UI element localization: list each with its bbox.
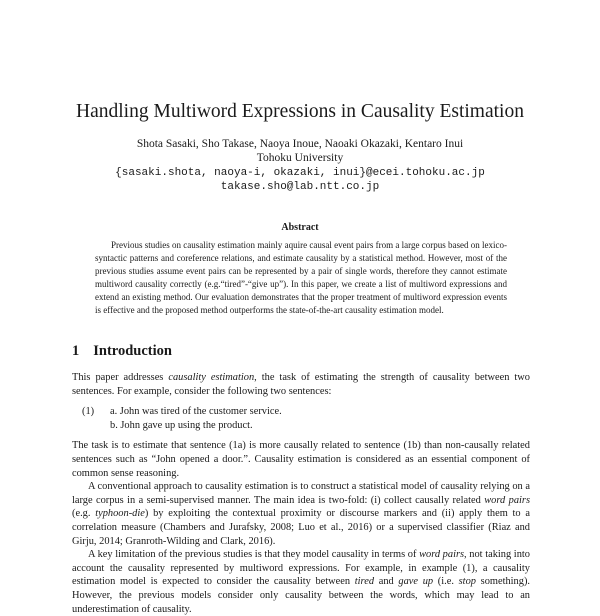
emphasis-term: gave up bbox=[398, 576, 434, 588]
intro-paragraph-1: This paper addresses causality estimation, the task of estimating the strength of causality between two sentences. For example, consider the following two sentences: bbox=[72, 372, 530, 397]
affiliation: Tohoku University bbox=[256, 152, 344, 164]
section-body bbox=[72, 371, 530, 616]
email-secondary: takase.sho@lab.ntt.co.jp bbox=[220, 181, 380, 193]
example-label: (1) bbox=[82, 406, 95, 418]
paper-title: Handling Multiword Expressions in Causality Estimation bbox=[76, 101, 524, 122]
example-sentence-b: b. John gave up using the product. bbox=[110, 419, 253, 431]
example-block bbox=[82, 405, 530, 432]
emphasis-term: stop bbox=[458, 576, 476, 588]
section-title: Introduction bbox=[93, 343, 172, 359]
emphasis-term: causality estimation bbox=[168, 372, 255, 383]
emphasis-term: typhoon-die bbox=[95, 508, 145, 520]
section-heading bbox=[72, 343, 172, 360]
section-number: 1 bbox=[72, 343, 80, 359]
example-sentence-a: a. John was tired of the customer service. bbox=[110, 406, 282, 418]
emphasis-term: word pairs bbox=[419, 549, 465, 561]
emphasis-term: word pairs bbox=[484, 494, 530, 506]
emphasis-term: tired bbox=[354, 576, 375, 588]
abstract-text: Previous studies on causality estimation mainly aquire causal event pairs from a large corpus based on lexico-syntactic patterns and coreference relations, and estimate causality by a statistical method. However, most of the previous studies assume event pairs can be represented by a pair of single words, therefore they cannot estimate multiword causality correctly (e.g.“tired”-“give up”). In this paper, we create a list of multiword expressions and extend an existing method. Our evaluation demonstrates that the proper treatment of multiword expression events is effective and the proposed method outperforms the state-of-the-art causality estimation model. bbox=[95, 240, 507, 315]
intro-paragraph-2: The task is to estimate that sentence (1a) is more causally related to sentence (1b) than non-causally related sentences such as “John opened a door.”. Causality estimation is considered as an essential component of common sense reasoning. bbox=[72, 440, 530, 479]
intro-paragraph-4: A key limitation of the previous studies is that they model causality in terms of word pairs, not taking into account the causality represented by multiword expressions. For example, in example (1), a causality estimation model is expected to consider the causality between tired and gave up (i.e. stop something). However, the previous models consider only causality between the words, which may lead to an underestimation of causality. bbox=[72, 549, 531, 615]
abstract-heading: Abstract bbox=[281, 222, 319, 233]
email-primary: {sasaki.shota, naoya-i, okazaki, inui}@ecei.tohoku.ac.jp bbox=[115, 167, 485, 179]
author-list: Shota Sasaki, Sho Takase, Naoya Inoue, Naoaki Okazaki, Kentaro Inui bbox=[136, 138, 464, 150]
intro-paragraph-3: A conventional approach to causality estimation is to construct a statistical model of causality relying on a large corpus in a semi-supervised manner. The main idea is two-fold: (i) collect causally related word pairs (e.g. typhoon-die) by exploiting the contextual proximity or discourse markers and (ii) apply them to a correlation measure (Chambers and Jurafsky, 2008; Luo et al., 2016) or a supervised classifier (Riaz and Girju, 2014; Granroth-Wilding and Clark, 2016). bbox=[72, 481, 530, 547]
abstract-body bbox=[95, 239, 507, 317]
